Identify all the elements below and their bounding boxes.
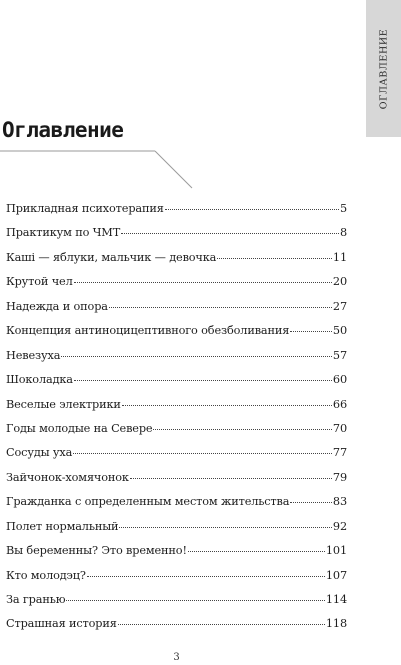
toc-entry[interactable] bbox=[6, 544, 347, 568]
toc-entry-page: 77 bbox=[332, 446, 347, 460]
toc-entry-title: Гражданка с определенным местом жительства bbox=[6, 495, 290, 509]
toc-dot-leader bbox=[188, 551, 325, 552]
toc-entry-title: Практикум по ЧМТ bbox=[6, 226, 121, 240]
toc-entry[interactable] bbox=[6, 471, 347, 495]
toc-entry-page: 27 bbox=[332, 299, 347, 313]
toc-dot-leader bbox=[217, 258, 332, 259]
toc-entry-title: Страшная история bbox=[6, 617, 117, 631]
toc-entry-title: Сосуды уха bbox=[6, 446, 73, 460]
toc-entry[interactable] bbox=[6, 349, 347, 373]
toc-entry-title: Невезуха bbox=[6, 348, 61, 362]
toc-entry[interactable] bbox=[6, 398, 347, 422]
toc-dot-leader bbox=[87, 576, 325, 577]
toc-entry-page: 83 bbox=[332, 495, 347, 509]
toc-dot-leader bbox=[165, 209, 339, 210]
toc-entry[interactable] bbox=[6, 520, 347, 544]
toc-entry[interactable] bbox=[6, 275, 347, 299]
toc-entry[interactable] bbox=[6, 202, 347, 226]
toc-entry-title: Шоколадка bbox=[6, 373, 73, 387]
toc-entry-page: 118 bbox=[325, 617, 347, 631]
toc-entry[interactable] bbox=[6, 617, 347, 641]
toc-entry[interactable] bbox=[6, 569, 347, 593]
toc-entry-title: За гранью bbox=[6, 593, 66, 606]
toc-dot-leader bbox=[61, 356, 332, 357]
side-tab-label: ОГЛАВЛЕНИЕ bbox=[378, 28, 389, 109]
toc-entry-page: 70 bbox=[332, 421, 347, 435]
toc-entry-page: 50 bbox=[332, 324, 347, 338]
section-side-tab bbox=[366, 0, 401, 137]
toc-entry-title: Прикладная психотерапия bbox=[6, 202, 164, 215]
toc-entry[interactable] bbox=[6, 300, 347, 324]
page-title: Оглавление bbox=[2, 118, 124, 142]
toc-entry-title: Каші — яблуки, мальчик — девочка bbox=[6, 250, 217, 264]
toc-entry-title: Зайчонок-хомячонок bbox=[6, 470, 129, 484]
toc-dot-leader bbox=[121, 233, 339, 234]
toc-dot-leader bbox=[118, 624, 325, 625]
toc-entry[interactable] bbox=[6, 226, 347, 250]
toc-dot-leader bbox=[74, 282, 332, 283]
toc-entry[interactable] bbox=[6, 251, 347, 275]
toc-dot-leader bbox=[66, 600, 324, 601]
toc-dot-leader bbox=[74, 380, 332, 381]
toc-entry-page: 79 bbox=[332, 470, 347, 484]
toc-dot-leader bbox=[130, 478, 332, 479]
toc-entry[interactable] bbox=[6, 495, 347, 519]
toc-entry-page: 11 bbox=[332, 250, 347, 264]
heading-underline-decoration bbox=[0, 150, 200, 192]
toc-entry-title: Вы беременны? Это временно! bbox=[6, 544, 187, 558]
page-number: 3 bbox=[173, 652, 180, 663]
toc-entry-page: 66 bbox=[332, 397, 347, 411]
toc-dot-leader bbox=[290, 502, 332, 503]
toc-entry-page: 60 bbox=[332, 373, 347, 387]
toc-entry-title: Годы молодые на Севере bbox=[6, 421, 153, 435]
toc-entry-page: 8 bbox=[339, 226, 347, 240]
toc-entry[interactable] bbox=[6, 593, 347, 617]
toc-entry-title: Надежда и опора bbox=[6, 299, 108, 313]
toc-entry-title: Веселые электрики bbox=[6, 397, 121, 411]
toc-entry-title: Кто молодэц? bbox=[6, 568, 86, 582]
toc-dot-leader bbox=[73, 453, 332, 454]
toc-dot-leader bbox=[109, 307, 332, 308]
toc-dot-leader bbox=[119, 527, 332, 528]
toc-entry[interactable] bbox=[6, 324, 347, 348]
toc-entry-page: 107 bbox=[325, 568, 347, 582]
toc-dot-leader bbox=[153, 429, 331, 430]
toc-entry-page: 114 bbox=[325, 593, 347, 606]
toc-dot-leader bbox=[290, 331, 332, 332]
toc-entry-page: 57 bbox=[332, 348, 347, 362]
toc-entry-page: 92 bbox=[332, 519, 347, 533]
toc-entry-page: 101 bbox=[325, 544, 347, 558]
toc-entry-page: 20 bbox=[332, 275, 347, 289]
toc-entry[interactable] bbox=[6, 373, 347, 397]
toc-dot-leader bbox=[122, 405, 332, 406]
toc-entry-title: Полет нормальный bbox=[6, 519, 119, 533]
table-of-contents bbox=[6, 202, 347, 642]
toc-entry[interactable] bbox=[6, 446, 347, 470]
toc-entry-title: Крутой чел bbox=[6, 275, 73, 289]
toc-entry[interactable] bbox=[6, 422, 347, 446]
toc-entry-title: Концепция антиноцицептивного обезболивания bbox=[6, 324, 290, 338]
toc-entry-page: 5 bbox=[339, 202, 347, 215]
